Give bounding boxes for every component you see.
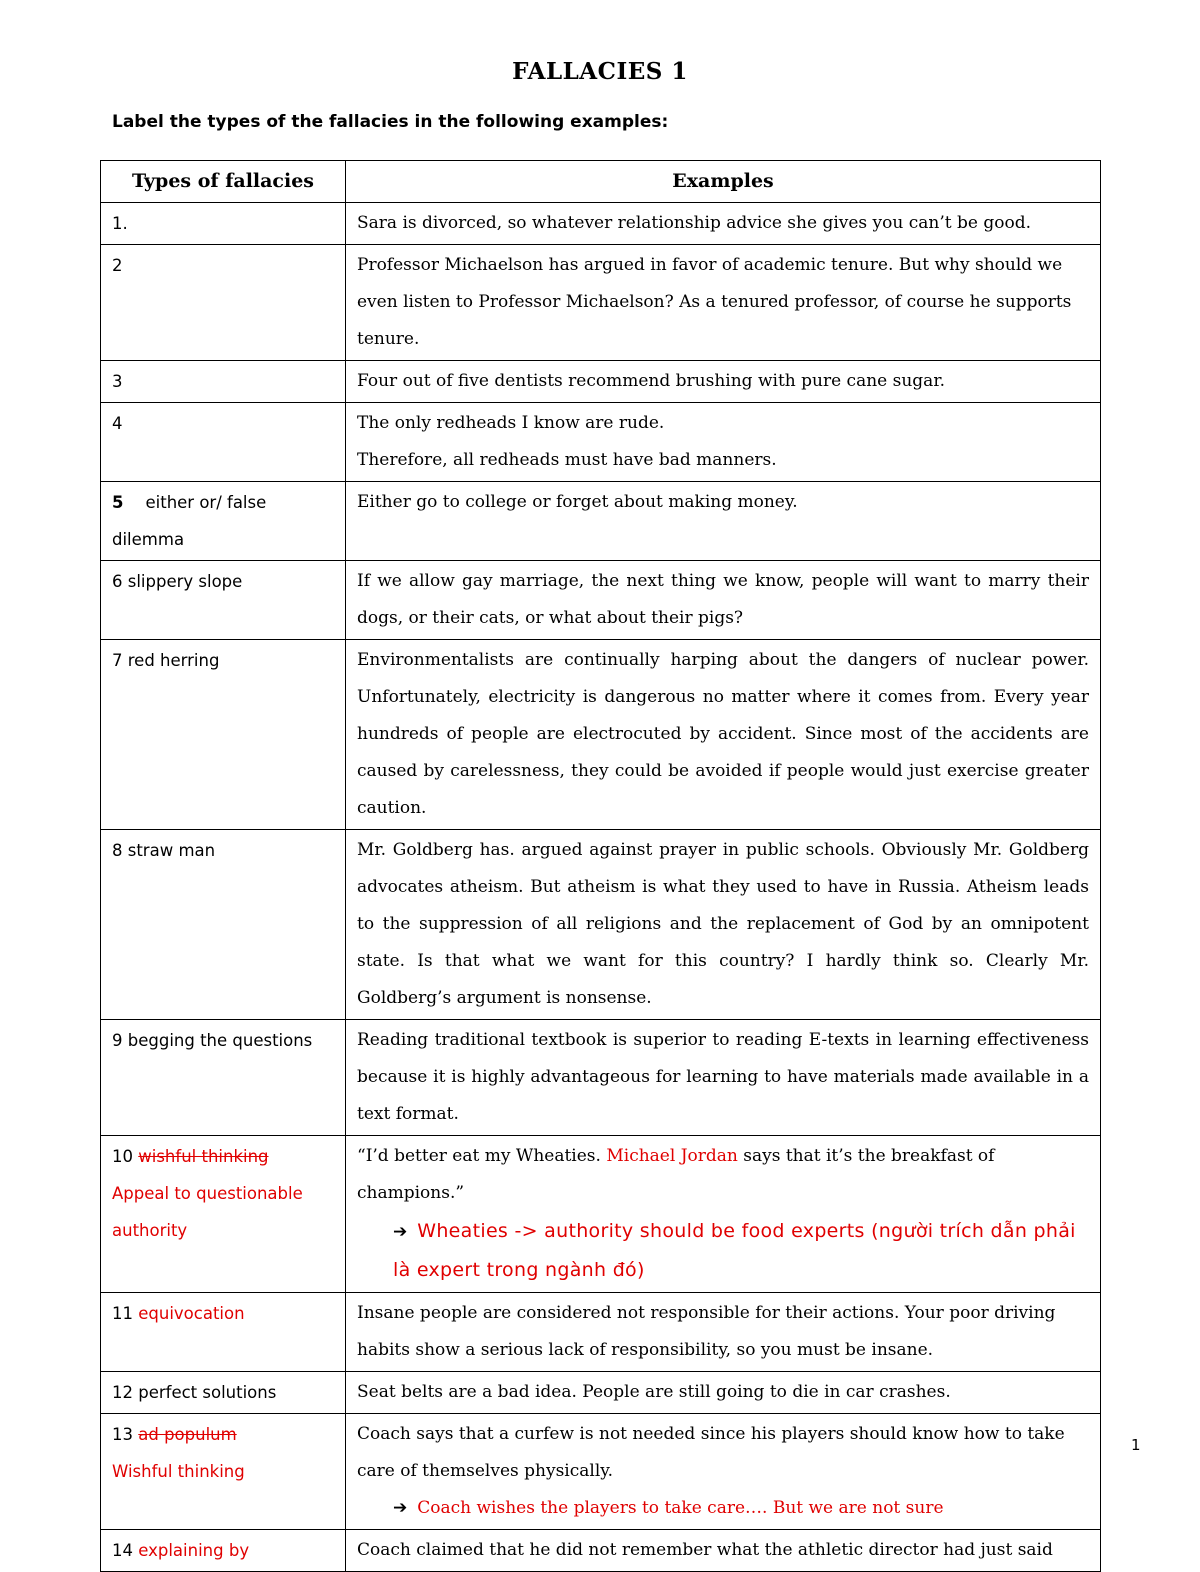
fallacy-type: 6 slippery slope <box>101 561 346 640</box>
highlighted-name: Michael Jordan <box>606 1146 738 1166</box>
fallacy-number: 11 <box>112 1304 133 1323</box>
table-header-row <box>101 161 1101 203</box>
fallacy-example: Coach claimed that he did not remember what the athletic director had just said <box>346 1530 1101 1572</box>
fallacy-example: Insane people are considered not responsible for their actions. Your poor driving habits show a serious lack of responsibility, so you must be insane. <box>346 1293 1101 1372</box>
fallacy-example <box>346 403 1101 482</box>
fallacy-example <box>346 1136 1101 1293</box>
table-row <box>101 830 1101 1020</box>
fallacy-type: 4 <box>101 403 346 482</box>
fallacy-example: Four out of five dentists recommend brushing with pure cane sugar. <box>346 361 1101 403</box>
table-row <box>101 640 1101 830</box>
example-text: says that it’s the breakfast of champions.” <box>357 1146 995 1203</box>
fallacy-example: Sara is divorced, so whatever relationship advice she gives you can’t be good. <box>346 203 1101 245</box>
table-row <box>101 1136 1101 1293</box>
fallacy-example: If we allow gay marriage, the next thing we know, people will want to marry their dogs, or their cats, or what about their pigs? <box>346 561 1101 640</box>
table-row <box>101 245 1101 361</box>
note-text: Coach wishes the players to take care…. But we are not sure <box>417 1498 944 1518</box>
fallacy-type: 1. <box>101 203 346 245</box>
example-line: Therefore, all redheads must have bad manners. <box>357 450 777 470</box>
table-row <box>101 203 1101 245</box>
fallacy-example: Seat belts are a bad idea. People are still going to die in car crashes. <box>346 1372 1101 1414</box>
instruction-text: Label the types of the fallacies in the following examples: <box>112 112 669 132</box>
fallacy-type: 9 begging the questions <box>101 1020 346 1136</box>
fallacy-type <box>101 1530 346 1572</box>
fallacy-example <box>346 1414 1101 1530</box>
fallacy-number: 5 <box>112 493 124 512</box>
struck-answer: ad populum <box>138 1425 237 1444</box>
fallacy-example: Professor Michaelson has argued in favor of academic tenure. But why should we even listen to Professor Michaelson? As a tenured professor, of course he supports tenure. <box>346 245 1101 361</box>
arrow-right-icon: ➔ <box>393 1222 408 1242</box>
arrow-right-icon: ➔ <box>393 1498 408 1518</box>
fallacy-type <box>101 1136 346 1293</box>
page-title: FALLACIES 1 <box>512 58 688 85</box>
header-types: Types of fallacies <box>101 161 346 203</box>
example-text: “I’d better eat my Wheaties. <box>357 1146 607 1166</box>
fallacy-number: 10 <box>112 1147 133 1166</box>
annotation-note <box>357 1490 1089 1527</box>
header-examples: Examples <box>346 161 1101 203</box>
fallacy-type <box>101 1293 346 1372</box>
table-row <box>101 361 1101 403</box>
table-row <box>101 1372 1101 1414</box>
note-text: Wheaties -> authority should be food experts (người trích dẫn phải là expert trong ngành đó) <box>393 1220 1076 1281</box>
fallacy-type: 3 <box>101 361 346 403</box>
fallacy-type: 2 <box>101 245 346 361</box>
table-row <box>101 1293 1101 1372</box>
fallacy-number: 13 <box>112 1425 133 1444</box>
fallacy-example: Environmentalists are continually harping about the dangers of nuclear power. Unfortunately, electricity is dangerous no matter where it comes from. Every year hundreds of people are electrocuted by accident. Since most of the accidents are caused by carelessness, they could be avoided if people would just exercise greater caution. <box>346 640 1101 830</box>
corrected-answer: Wishful thinking <box>112 1462 245 1481</box>
table-row <box>101 1020 1101 1136</box>
table-row <box>101 561 1101 640</box>
fallacy-type: 12 perfect solutions <box>101 1372 346 1414</box>
example-line: The only redheads I know are rude. <box>357 413 665 433</box>
corrected-answer: Appeal to questionable authority <box>112 1184 303 1240</box>
fallacy-number: 14 <box>112 1541 133 1560</box>
fallacy-example: Mr. Goldberg has. argued against prayer in public schools. Obviously Mr. Goldberg advocates atheism. But atheism is what they used to have in Russia. Atheism leads to the suppression of all religions and the replacement of God by an omnipotent state. Is that what we want for this country? I hardly think so. Clearly Mr. Goldberg’s argument is nonsense. <box>346 830 1101 1020</box>
example-text: Coach says that a curfew is not needed since his players should know how to take care of themselves physically. <box>357 1424 1065 1481</box>
fallacy-type <box>101 482 346 561</box>
table-row <box>101 403 1101 482</box>
fallacy-example: Reading traditional textbook is superior to reading E-texts in learning effectiveness because it is highly advantageous for learning to have materials made available in a text format. <box>346 1020 1101 1136</box>
table-row <box>101 1414 1101 1530</box>
fallacy-label: either or/ false dilemma <box>112 493 267 549</box>
fallacy-type <box>101 1414 346 1530</box>
struck-answer: wishful thinking <box>138 1147 269 1166</box>
corrected-answer: explaining by <box>138 1541 250 1560</box>
table-row <box>101 1530 1101 1572</box>
table-row <box>101 482 1101 561</box>
annotation-note <box>357 1212 1089 1290</box>
fallacy-type: 7 red herring <box>101 640 346 830</box>
corrected-answer: equivocation <box>138 1304 245 1323</box>
fallacy-example: Either go to college or forget about making money. <box>346 482 1101 561</box>
fallacies-table <box>100 160 1101 1572</box>
fallacy-type: 8 straw man <box>101 830 346 1020</box>
page-number: 1 <box>1131 1436 1141 1454</box>
